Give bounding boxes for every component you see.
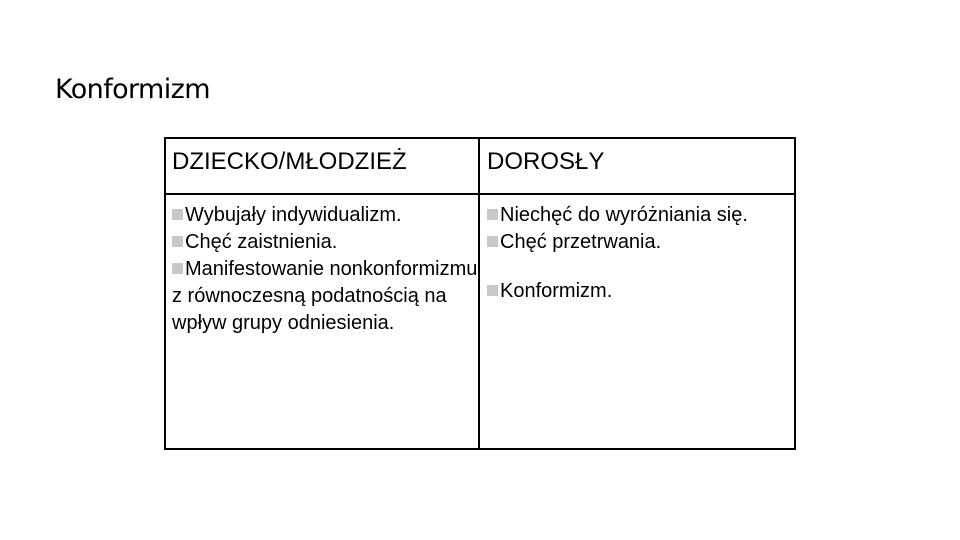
comparison-table <box>164 137 796 450</box>
list-item <box>172 229 478 256</box>
list-item-text: Niechęć do wyróżniania się. <box>500 204 748 226</box>
list-item <box>487 278 794 305</box>
list-item <box>172 202 478 229</box>
square-bullet-icon <box>172 236 183 247</box>
list-item-text: Manifestowanie nonkonformizmu z równoczesną podatnością na wpływ grupy odniesienia. <box>172 258 478 334</box>
square-bullet-icon <box>487 209 498 220</box>
list-item <box>172 256 478 337</box>
cell-adult <box>480 195 794 448</box>
list-item-text: Wybujały indywidualizm. <box>185 204 402 226</box>
slide-title: Konformizm <box>55 74 210 105</box>
cell-child-youth <box>166 195 480 448</box>
header-adult: DOROSŁY <box>480 139 794 195</box>
square-bullet-icon <box>487 236 498 247</box>
list-item-text: Chęć przetrwania. <box>500 231 662 253</box>
square-bullet-icon <box>172 209 183 220</box>
child-youth-list <box>172 202 478 337</box>
list-item <box>487 202 794 229</box>
adult-list <box>487 202 794 305</box>
square-bullet-icon <box>487 285 498 296</box>
list-item-text: Konformizm. <box>500 280 613 302</box>
header-child-youth: DZIECKO/MŁODZIEŻ <box>166 139 480 195</box>
list-item <box>487 229 794 256</box>
list-item-text: Chęć zaistnienia. <box>185 231 338 253</box>
square-bullet-icon <box>172 263 183 274</box>
